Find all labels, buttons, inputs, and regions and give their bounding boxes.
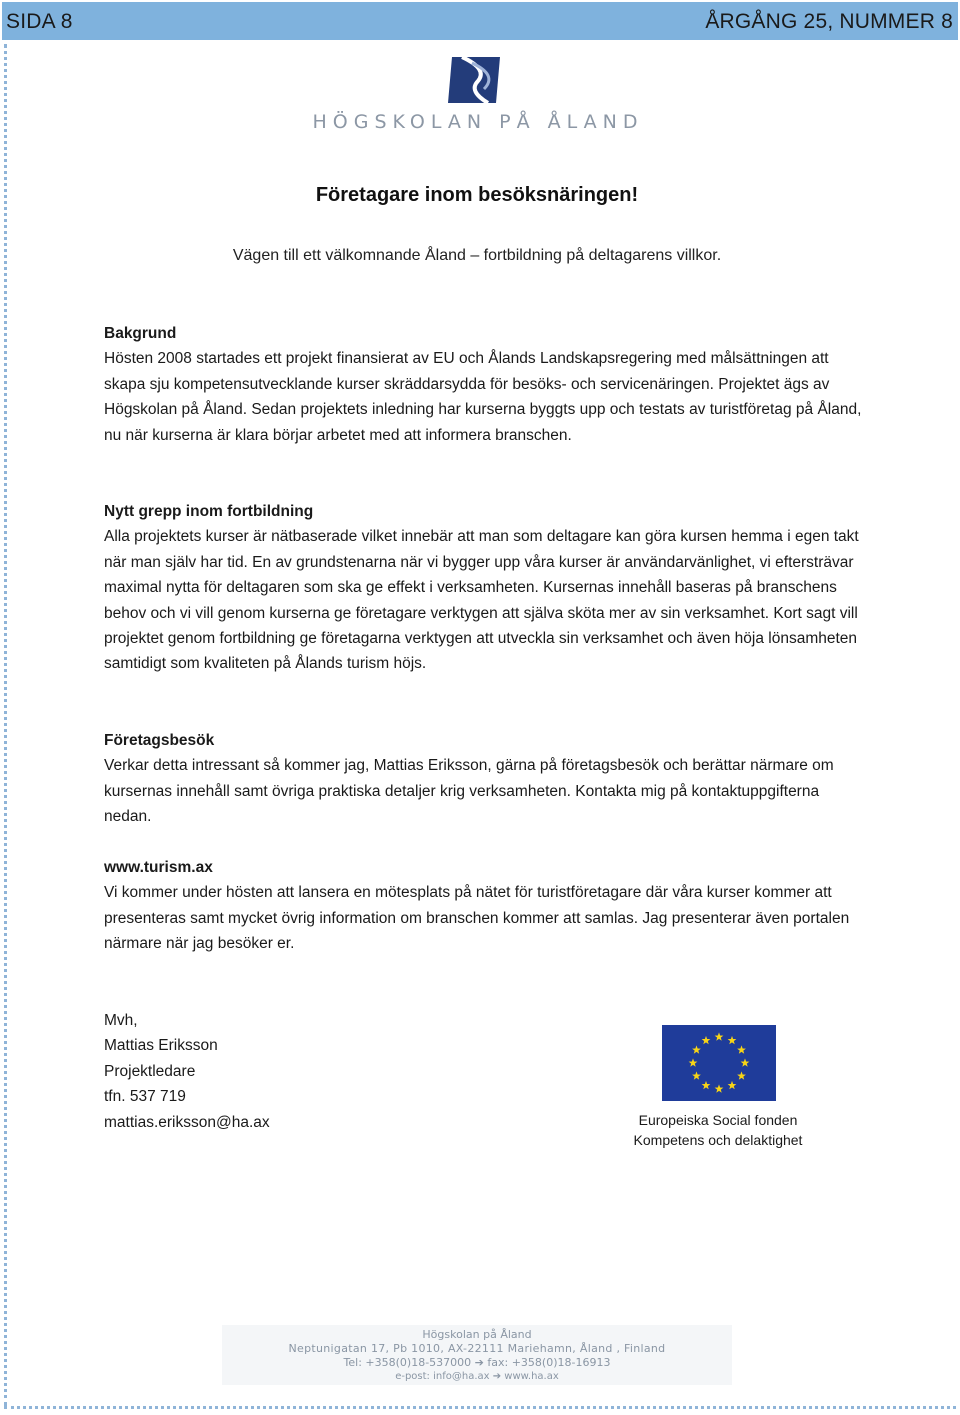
- eu-caption-line2: Kompetens och delaktighet: [633, 1132, 803, 1148]
- hogskolan-logo: [283, 55, 673, 135]
- section-heading: www.turism.ax: [104, 859, 213, 876]
- section-body: Vi kommer under hösten att lansera en mötesplats på nätet för turistföretagare där våra kurser kommer att presenteras samt mycket övrig information om branschen kommer att samlas. Jag presenterar även portalen närmare när jag besöker er.: [104, 884, 850, 953]
- hogskolan-logo-text: HÖGSKOLAN PÅ ÅLAND: [312, 111, 644, 133]
- signature-email: mattias.eriksson@ha.ax: [104, 1113, 270, 1131]
- section-foretagsbesok: [104, 728, 864, 830]
- section-body: Verkar detta intressant så kommer jag, Mattias Eriksson, gärna på företagsbesök och berättar närmare om kursernas innehåll samt övriga praktiska detaljer krig verksamheten. Kontakta mig på kontaktuppgifterna nedan.: [104, 757, 834, 826]
- eu-flag-icon: [662, 1025, 776, 1101]
- section-nytt-grepp: [104, 499, 864, 677]
- footer-address: Neptunigatan 17, Pb 1010, AX-22111 Mariehamn, Åland , Finland: [288, 1342, 666, 1355]
- article-title: Företagare inom besöksnäringen!: [315, 184, 639, 206]
- page-header-bar: [2, 2, 958, 40]
- section-heading: Nytt grepp inom fortbildning: [104, 503, 314, 520]
- signature-phone: tfn. 537 719: [104, 1088, 186, 1106]
- signature-greeting: Mvh,: [104, 1012, 138, 1029]
- page-number-label: SIDA 8: [6, 10, 73, 33]
- section-turism-ax: [104, 855, 864, 957]
- signature-name: Mattias Eriksson: [104, 1037, 218, 1055]
- issue-label: ÅRGÅNG 25, NUMMER 8: [705, 10, 953, 33]
- dotted-frame-bottom: [4, 1406, 956, 1409]
- footer-phone-fax: Tel: +358(0)18-537000 ➔ fax: +358(0)18-16913: [343, 1356, 611, 1369]
- article-subtitle: Vägen till ett välkomnande Åland – fortbildning på deltagarens villkor.: [232, 247, 722, 264]
- footer-email-web: e-post: info@ha.ax ➔ www.ha.ax: [395, 1371, 559, 1382]
- signature-block: [104, 1008, 424, 1135]
- footer-contact-block: [222, 1325, 732, 1385]
- section-heading: Bakgrund: [104, 325, 177, 342]
- section-heading: Företagsbesök: [104, 732, 215, 749]
- eu-caption-line1: Europeiska Social fonden: [638, 1112, 798, 1128]
- footer-org-name: Högskolan på Åland: [422, 1328, 532, 1341]
- section-body: Hösten 2008 startades ett projekt finansierat av EU och Ålands Landskapsregering med målsättningen att skapa sju kompetensutvecklande kurser skräddarsydda för besöks- och servicenäringen. Projektet ägs av Högskolan på Åland. Sedan projektets inledning har kurserna byggts upp och testats av turistföretag på Åland, nu när kurserna är klara börjar arbetet med att informera branschen.: [104, 350, 862, 444]
- hogskolan-logo-mark-icon: [448, 55, 506, 105]
- section-bakgrund: [104, 321, 864, 448]
- eu-caption: [598, 1110, 838, 1150]
- section-body: Alla projektets kurser är nätbaserade vilket innebär att man som deltagare kan göra kursen hemma i egen takt när man själv har tid. En av grundstenarna när vi bygger upp våra kurser är användarvänlighet, vi eftersträvar maximal nytta för deltagaren som ska ge effekt i verksamheten. Kursernas innehåll baseras på branschens behov och vi vill genom kurserna ge företagare verktygen att själva sköta mer av sin verksamhet. Kort sagt vill projektet genom fortbildning ge företagarna verktygen att utveckla sin verksamhet och även höja lönsamheten samtidigt som kvaliteten på Ålands turism höjs.: [104, 528, 859, 673]
- signature-role: Projektledare: [104, 1062, 196, 1080]
